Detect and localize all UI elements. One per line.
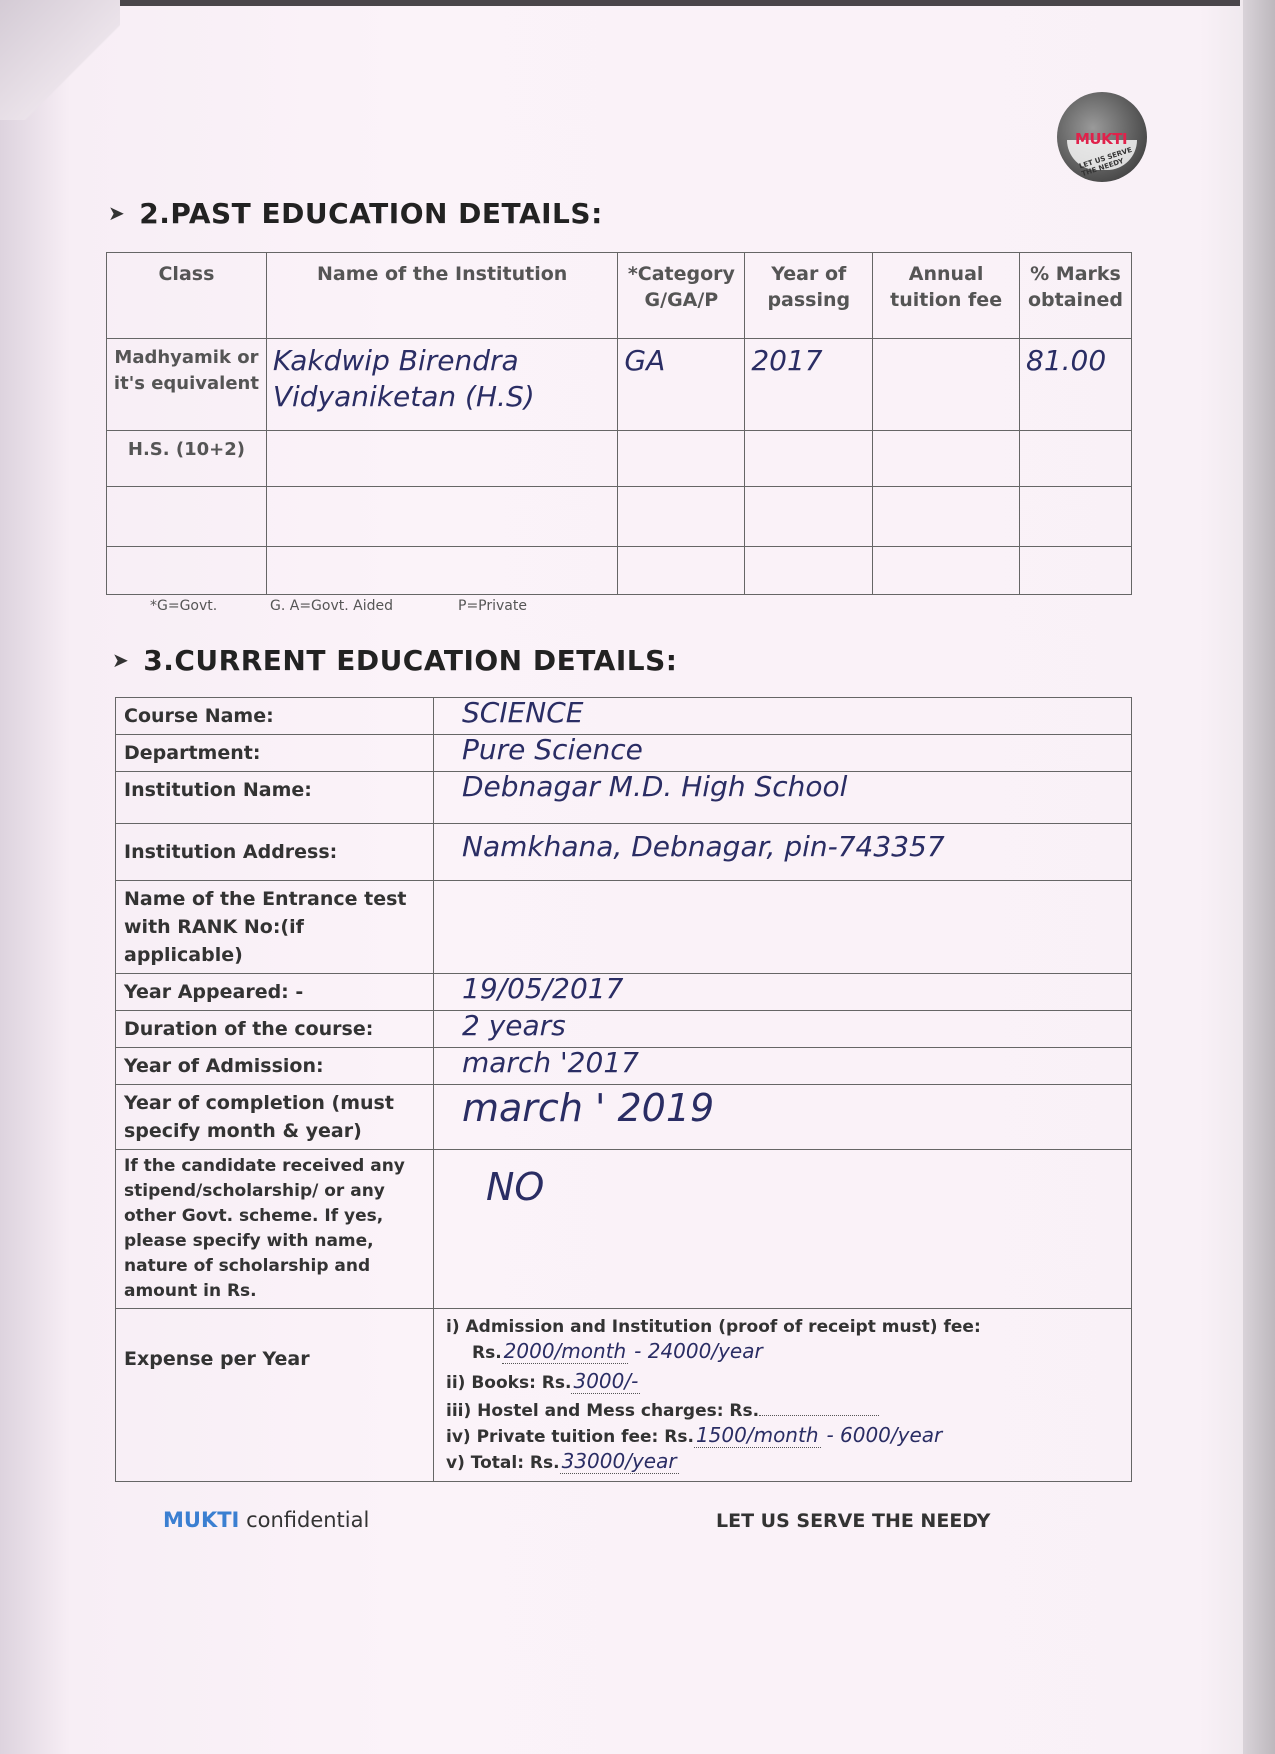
class-cell (107, 547, 267, 595)
expense-label: Expense per Year (116, 1309, 434, 1482)
institution-cell: Kakdwip Birendra Vidyaniketan (H.S) (266, 339, 618, 431)
year-appeared-value: 19/05/2017 (434, 974, 1132, 1011)
books-line: ii) Books: Rs. 3000/- (446, 1369, 639, 1393)
institution-name-value: Debnagar M.D. High School (434, 772, 1132, 824)
tuition-value: 1500/month (695, 1423, 819, 1447)
category-cell (618, 431, 745, 487)
marks-cell (1020, 487, 1132, 547)
category-cell (618, 487, 745, 547)
col-header-year: Year of passing (745, 253, 873, 339)
table-row (107, 487, 1132, 547)
admission-fee-note: - 24000/year (634, 1339, 763, 1363)
fee-cell (873, 431, 1020, 487)
logo-ring-text: LET US SERVE THE NEEDY (1078, 145, 1134, 179)
scholarship-value: NO (434, 1150, 1132, 1309)
category-cell: GA (618, 339, 745, 431)
past-education-title: ➤ 2.PAST EDUCATION DETAILS: (108, 197, 603, 230)
footer-left (163, 1508, 369, 1532)
institution-name-label: Institution Name: (116, 772, 434, 824)
year-of-admission-value: march '2017 (434, 1048, 1132, 1085)
table-row (116, 1011, 1132, 1048)
tuition-line: iv) Private tuition fee: Rs. 1500/month - 6000/year (446, 1423, 943, 1447)
page-top-edge (120, 0, 1240, 6)
year-appeared-label: Year Appeared: - (116, 974, 434, 1011)
legend-private: P=Private (458, 598, 527, 614)
total-value: 33000/year (561, 1449, 677, 1473)
year-of-admission-label: Year of Admission: (116, 1048, 434, 1085)
col-header-institution: Name of the Institution (266, 253, 618, 339)
table-row (116, 772, 1132, 824)
table-row (116, 824, 1132, 881)
entrance-test-label: Name of the Entrance test with RANK No:(if applicable) (116, 881, 434, 974)
hostel-line: iii) Hostel and Mess charges: Rs. (446, 1399, 1119, 1423)
table-row (116, 1085, 1132, 1150)
department-value: Pure Science (434, 735, 1132, 772)
scholarship-label: If the candidate received any stipend/scholarship/ or any other Govt. scheme. If yes, please specify with name, nature of scholarship and amount in Rs. (116, 1150, 434, 1309)
current-education-title: ➤ 3.CURRENT EDUCATION DETAILS: (112, 644, 678, 677)
institution-cell (266, 431, 618, 487)
year-of-completion-label: Year of completion (must specify month & year) (116, 1085, 434, 1150)
marks-cell (1020, 547, 1132, 595)
duration-value: 2 years (434, 1011, 1132, 1048)
course-name-value: SCIENCE (434, 698, 1132, 735)
fee-cell (873, 547, 1020, 595)
course-name-label: Course Name: (116, 698, 434, 735)
col-header-category: *Category G/GA/P (618, 253, 745, 339)
table-row (116, 974, 1132, 1011)
table-row (116, 1048, 1132, 1085)
department-label: Department: (116, 735, 434, 772)
legend-govt-aided: G. A=Govt. Aided (270, 598, 393, 614)
logo-text: MUKTI (1075, 130, 1128, 148)
tuition-note: - 6000/year (826, 1423, 943, 1447)
expense-details (434, 1309, 1132, 1482)
admission-fee-value-line: Rs. 2000/month - 24000/year (472, 1339, 763, 1363)
institution-cell (266, 487, 618, 547)
table-row (107, 547, 1132, 595)
admission-fee-value: 2000/month (503, 1339, 627, 1363)
col-header-marks: % Marks obtained (1020, 253, 1132, 339)
fee-cell (873, 339, 1020, 431)
page-right-edge (1243, 0, 1275, 1754)
institution-cell (266, 547, 618, 595)
table-row (116, 1150, 1132, 1309)
hostel-value (759, 1415, 879, 1416)
duration-label: Duration of the course: (116, 1011, 434, 1048)
col-header-class: Class (107, 253, 267, 339)
marks-cell (1020, 431, 1132, 487)
books-value: 3000/- (573, 1369, 639, 1393)
current-education-table (115, 697, 1132, 1482)
year-cell (745, 487, 873, 547)
table-row (116, 698, 1132, 735)
class-cell: Madhyamik or it's equivalent (107, 339, 267, 431)
year-cell: 2017 (745, 339, 873, 431)
page-fold (0, 0, 120, 120)
table-row (116, 735, 1132, 772)
table-row (107, 339, 1132, 431)
fee-cell (873, 487, 1020, 547)
table-row (116, 1309, 1132, 1482)
footer-confidential: confidential (246, 1508, 370, 1532)
institution-address-label: Institution Address: (116, 824, 434, 881)
year-cell (745, 547, 873, 595)
past-education-table (106, 252, 1132, 595)
table-row (116, 881, 1132, 974)
footer-slogan: LET US SERVE THE NEEDY (716, 1510, 991, 1532)
institution-address-value: Namkhana, Debnagar, pin-743357 (434, 824, 1132, 881)
col-header-fee: Annual tuition fee (873, 253, 1020, 339)
arrow-icon: ➤ (112, 648, 130, 672)
table-row (107, 431, 1132, 487)
marks-cell: 81.00 (1020, 339, 1132, 431)
class-cell: H.S. (10+2) (107, 431, 267, 487)
class-cell (107, 487, 267, 547)
total-line: v) Total: Rs. 33000/year (446, 1449, 677, 1473)
mukti-logo (1057, 92, 1147, 182)
entrance-test-value (434, 881, 1132, 974)
category-cell (618, 547, 745, 595)
year-of-completion-value: march ' 2019 (434, 1085, 1132, 1150)
footer-brand: MUKTI (163, 1508, 240, 1532)
legend-govt: *G=Govt. (150, 598, 218, 614)
year-cell (745, 431, 873, 487)
admission-fee-line: i) Admission and Institution (proof of receipt must) fee: (446, 1317, 981, 1337)
arrow-icon: ➤ (108, 201, 126, 225)
table-header-row (107, 253, 1132, 339)
